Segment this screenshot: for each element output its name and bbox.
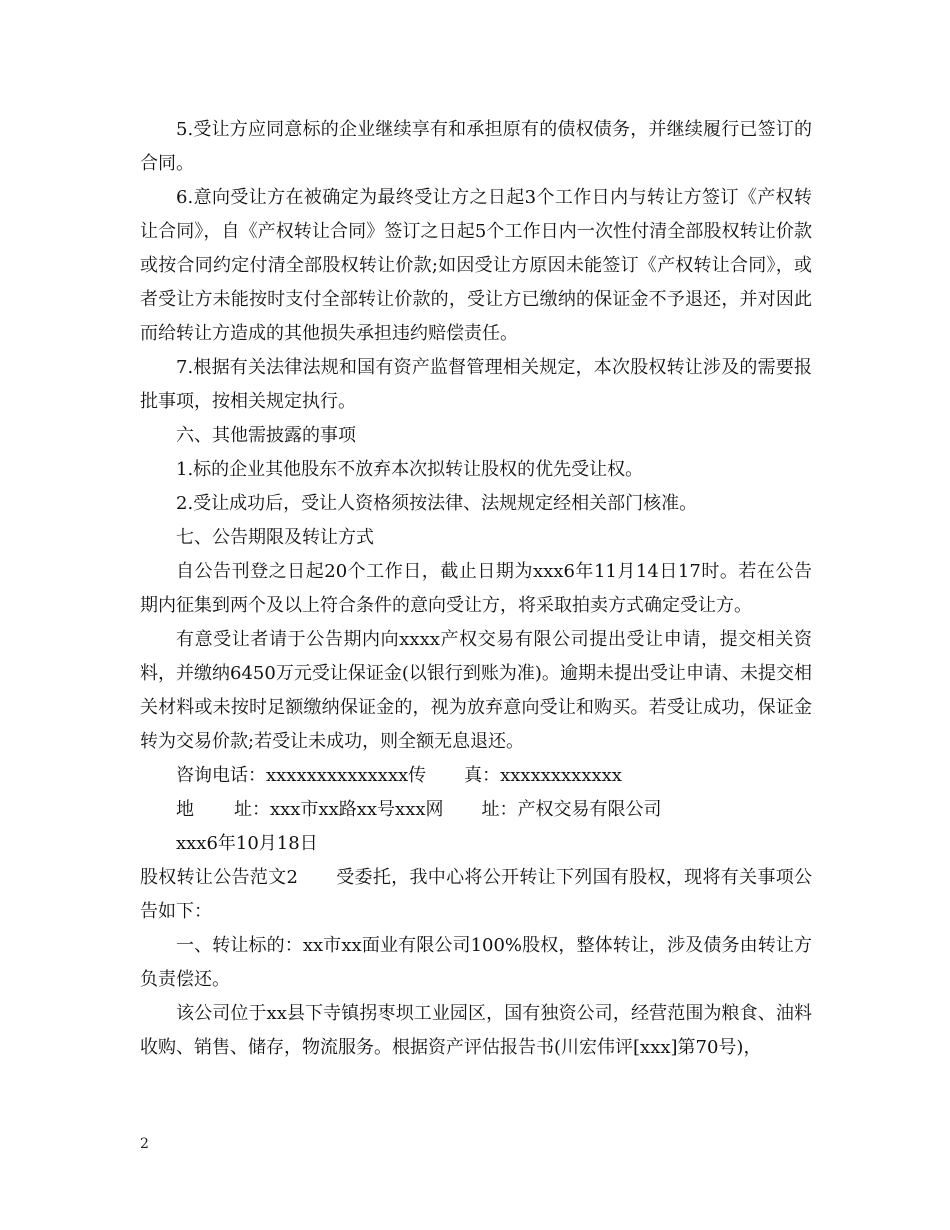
second-notice-title: 股权转让公告范文2 — [140, 867, 298, 888]
fax-label-a: 传 — [408, 765, 427, 786]
section-7-paragraph-1: 自公告刊登之日起20个工作日，截止日期为xxx6年11月14日17时。若在公告期内征集到两个及以上符合条件的意向受让方，将采取拍卖方式确定受让方。 — [140, 561, 812, 616]
second-section-1: 一、转让标的：xx市xx面业有限公司100%股权，整体转让，涉及债务由转让方负责偿还。 — [140, 935, 812, 990]
phone-label: 咨询电话： — [176, 765, 266, 786]
website-label: 址： — [481, 799, 518, 820]
fax-value: xxxxxxxxxxxx — [500, 765, 622, 786]
notice-date: xxx6年10月18日 — [176, 833, 318, 854]
page-number: 2 — [140, 1136, 149, 1152]
contact-phone-fax-line — [140, 759, 812, 793]
second-notice-intro — [140, 861, 812, 929]
address-label-b: 址： — [234, 799, 270, 820]
second-notice-intro-text: 受委托，我中心将公开转让下列国有股权，现将有关事项公告如下： — [140, 867, 813, 922]
address-value: xxx市xx路xx号xxx网 — [270, 799, 444, 820]
clause-7: 7.根据有关法律法规和国有资产监督管理相关规定，本次股权转让涉及的需要报批事项，按相关规定执行。 — [140, 357, 812, 412]
section-6-item-1: 1.标的企业其他股东不放弃本次拟转让股权的优先受让权。 — [176, 459, 644, 480]
clause-5: 5.受让方应同意标的企业继续享有和承担原有的债权债务，并继续履行已签订的合同。 — [140, 119, 812, 174]
contact-address-line — [140, 793, 812, 827]
fax-label-b: 真： — [464, 765, 501, 786]
address-label-a: 地 — [176, 799, 194, 820]
phone-value: xxxxxxxxxxxxxx — [266, 765, 409, 786]
second-company-description: 该公司位于xx县下寺镇拐枣坝工业园区，国有独资公司，经营范围为粮食、油料收购、销售、储存，物流服务。根据资产评估报告书(川宏伟评[xxx]第70号)， — [140, 1003, 812, 1058]
section-7-paragraph-2: 有意受让者请于公告期内向xxxx产权交易有限公司提出受让申请，提交相关资料，并缴纳6450万元受让保证金(以银行到账为准)。逾期未提出受让申请、未提交相关材料或未按时足额缴纳保证金的，视为放弃意向受让和购买。若受让成功，保证金转为交易价款;若受让未成功，则全额无息退还。 — [140, 629, 812, 752]
section-6-item-2: 2.受让成功后，受让人资格须按法律、法规规定经相关部门核准。 — [176, 493, 698, 514]
section-6-heading: 六、其他需披露的事项 — [176, 425, 356, 446]
section-7-heading: 七、公告期限及转让方式 — [176, 527, 374, 548]
website-value: 产权交易有限公司 — [517, 799, 662, 820]
document-body — [140, 113, 812, 1065]
clause-6: 6.意向受让方在被确定为最终受让方之日起3个工作日内与转让方签订《产权转让合同》，自《产权转让合同》签订之日起5个工作日内一次性付清全部股权转让价款或按合同约定付清全部股权转让价款;如因受让方原因未能签订《产权转让合同》，或者受让方未能按时支付全部转让价款的，受让方已缴纳的保证金不予退还，并对因此而给转让方造成的其他损失承担违约赔偿责任。 — [140, 187, 812, 344]
